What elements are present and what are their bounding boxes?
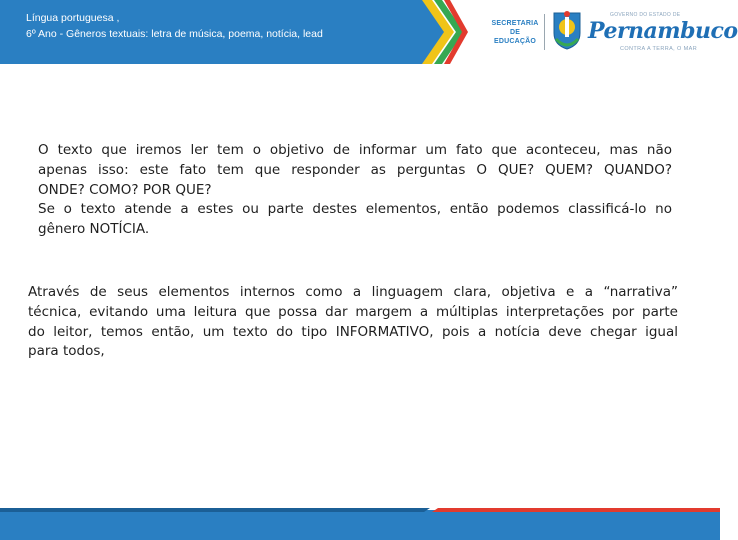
secretaria-label: SECRETARIA DE EDUCAÇÃO <box>491 20 539 45</box>
brand-motto: CONTRA A TERRA, O MAR <box>620 46 698 52</box>
paragraph-2-line: do leitor, temos então, um texto do tipo INFORMATIVO, pois a notícia deve chegar igual <box>28 323 678 340</box>
brand-top-text: GOVERNO DO ESTADO DE <box>610 12 681 18</box>
paragraph-1-line: gênero NOTÍCIA. <box>38 221 150 238</box>
slide-title <box>26 10 323 42</box>
paragraph-1-line: Se o texto atende a estes ou parte destes elementos, então podemos classificá-lo no <box>38 201 672 218</box>
chevron-decoration-icon <box>408 0 468 64</box>
paragraph-1-line: ONDE? COMO? POR QUE? <box>38 181 212 198</box>
state-crest-icon <box>550 9 584 51</box>
paragraph-2-line: Através de seus elementos internos como a linguagem clara, objetiva e a “narrativa” <box>28 284 678 300</box>
paragraph-2 <box>28 283 678 362</box>
logo-divider <box>544 14 545 50</box>
paragraph-2-line: para todos, <box>28 343 105 360</box>
paragraph-1-line: O texto que iremos ler tem o objetivo de informar um fato que aconteceu, mas não <box>38 142 672 158</box>
title-line-2: 6º Ano - Gêneros textuais: letra de música, poema, notícia, lead <box>26 28 323 40</box>
footer-banner <box>0 508 720 540</box>
government-logo <box>490 6 738 58</box>
slide-header <box>0 0 738 64</box>
brand-wordmark: Pernambuco <box>588 18 738 44</box>
paragraph-1-line: apenas isso: este fato tem que responder as perguntas O QUE? QUEM? QUANDO? <box>38 161 672 178</box>
paragraph-2-line: técnica, evitando uma leitura que possa dar margem a múltiplas interpretações por parte <box>28 303 678 320</box>
paragraph-1 <box>38 141 672 240</box>
title-line-1: Língua portuguesa , <box>26 12 120 24</box>
